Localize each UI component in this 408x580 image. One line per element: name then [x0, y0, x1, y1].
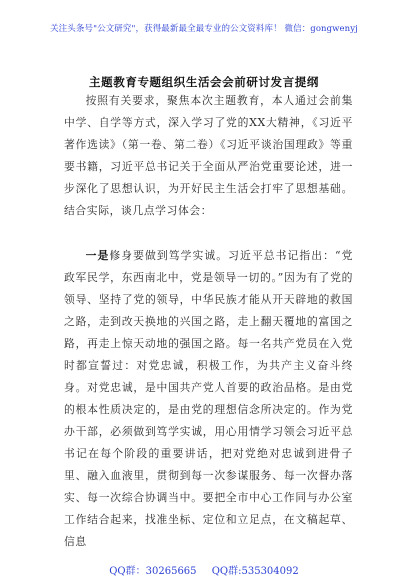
paragraph-intro: 按照有关要求，聚焦本次主题教育，本人通过会前集中学、自学等方式，深入学习了党的XX大精神，《习近平著作选读》（第一卷、第二卷）《习近平谈治国理政》等重要书籍，习近平总书记关于全面从严治党重要论述，进一步深化了思想认识，为开好民主生活会打牢了思想基础。结合实际，谈几点学习体会：	[64, 94, 353, 217]
footer-qq-group-2: QQ群:535304092	[211, 566, 299, 577]
paragraph-point-one-text: 修身要做到笃学实诚。习近平总书记指出：“党政军民学，东西南北中，党是领导一切的。”因为有了党的领导、坚持了党的领导，中华民族才能从开天辟地的救国之路，走到改天换地的兴国之路，走上翻天覆地的富国之路，再走上惊天动地的强国之路。每一名共产党员在入党时都宣誓过：对党忠诚，积极工作，为共产主义奋斗终身。对党忠诚，是中国共产党人首要的政治品格。是由党的根本性质决定的，是由党的理想信念所决定的。作为党办干部，必须做到笃学实诚，用心用情学习领会习近平总书记在每个阶段的重要讲话，把对党绝对忠诚到进骨子里、融入血液里，贯彻到每一次参谋服务、每一次督办落实、每一次综合协调当中。要把全市中心工作同与办公室工作结合起来，找准坐标、定位和立足点，在文稿起草、信息	[64, 249, 354, 548]
document-title: 主题教育专题组织生活会会前研讨发言提纲	[89, 75, 319, 89]
paragraph-lead-label: 一是	[85, 249, 110, 262]
footer-qq-group-1: QQ群：30265665	[109, 566, 197, 577]
footer-contact	[0, 562, 408, 577]
paragraph-point-one	[64, 245, 353, 553]
header-promo-notice: 关注头条号"公文研究"，获得最新最全最专业的公文资料库！ 微信：gongwenyj	[50, 24, 358, 34]
